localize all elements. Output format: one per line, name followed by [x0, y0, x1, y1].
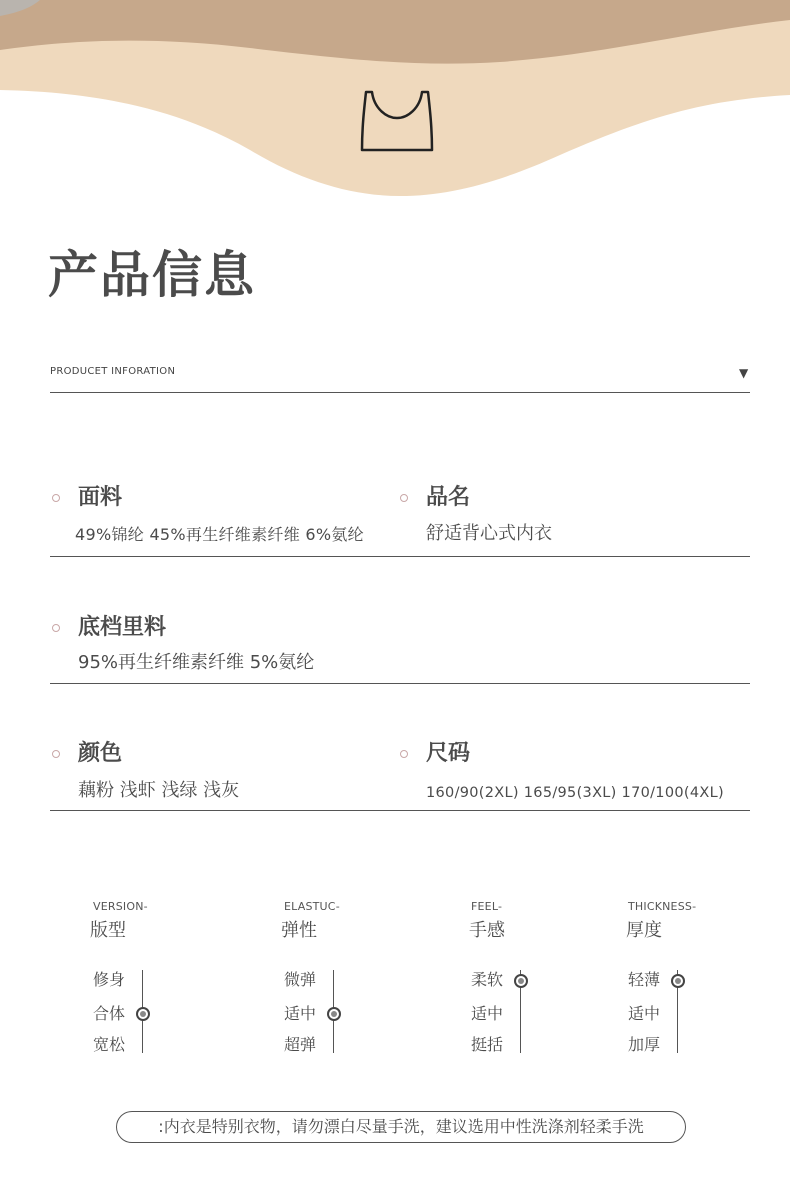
scale-option: 修身	[93, 970, 126, 989]
scale-cn-label: 弹性	[281, 920, 317, 941]
scale-option: 柔软	[471, 970, 504, 989]
scale-en-label: ELASTUC-	[284, 900, 340, 913]
divider	[50, 683, 750, 684]
scale-option: 轻薄	[628, 970, 661, 989]
lining-value: 95%再生纤维素纤维 5%氨纶	[78, 652, 315, 673]
bullet-icon	[400, 750, 408, 758]
header-banner	[0, 0, 790, 210]
scale-option: 加厚	[628, 1035, 661, 1054]
color-value: 藕粉 浅虾 浅绿 浅灰	[78, 780, 240, 801]
scale-option: 适中	[471, 1004, 504, 1023]
scale-option: 合体	[93, 1004, 126, 1023]
lining-label: 底档里料	[78, 615, 167, 640]
scale-indicator	[327, 1007, 341, 1021]
fabric-label: 面料	[78, 485, 123, 510]
bullet-icon	[52, 624, 60, 632]
bullet-icon	[52, 494, 60, 502]
size-label: 尺码	[426, 741, 471, 766]
scale-option: 挺括	[471, 1035, 504, 1054]
page-title: 产品信息	[48, 246, 256, 304]
scale-en-label: THICKNESS-	[628, 900, 697, 913]
scale-option: 宽松	[93, 1035, 126, 1054]
scale-option: 超弹	[284, 1035, 317, 1054]
scale-cn-label: 厚度	[626, 920, 662, 941]
scale-option: 适中	[628, 1004, 661, 1023]
scale-indicator	[671, 974, 685, 988]
section-subtitle: PRODUCET INFORATION	[50, 366, 176, 377]
caret-down-icon: ▼	[739, 366, 749, 380]
scale-indicator	[514, 974, 528, 988]
scale-option: 微弹	[284, 970, 317, 989]
product-name-label: 品名	[426, 485, 471, 510]
scale-indicator	[136, 1007, 150, 1021]
color-label: 颜色	[78, 741, 123, 766]
scale-cn-label: 手感	[469, 920, 505, 941]
product-name-value: 舒适背心式内衣	[426, 523, 552, 544]
scale-cn-label: 版型	[90, 920, 126, 941]
scale-en-label: VERSION-	[93, 900, 148, 913]
divider	[50, 392, 750, 393]
care-note: :内衣是特别衣物，请勿漂白尽量手洗，建议选用中性洗涤剂轻柔手洗	[116, 1111, 686, 1143]
divider	[50, 810, 750, 811]
bullet-icon	[400, 494, 408, 502]
scale-option: 适中	[284, 1004, 317, 1023]
size-value: 160/90(2XL) 165/95(3XL) 170/100(4XL)	[426, 785, 724, 801]
bullet-icon	[52, 750, 60, 758]
fabric-value: 49%锦纶 45%再生纤维素纤维 6%氨纶	[75, 525, 364, 544]
scale-en-label: FEEL-	[471, 900, 503, 913]
divider	[50, 556, 750, 557]
